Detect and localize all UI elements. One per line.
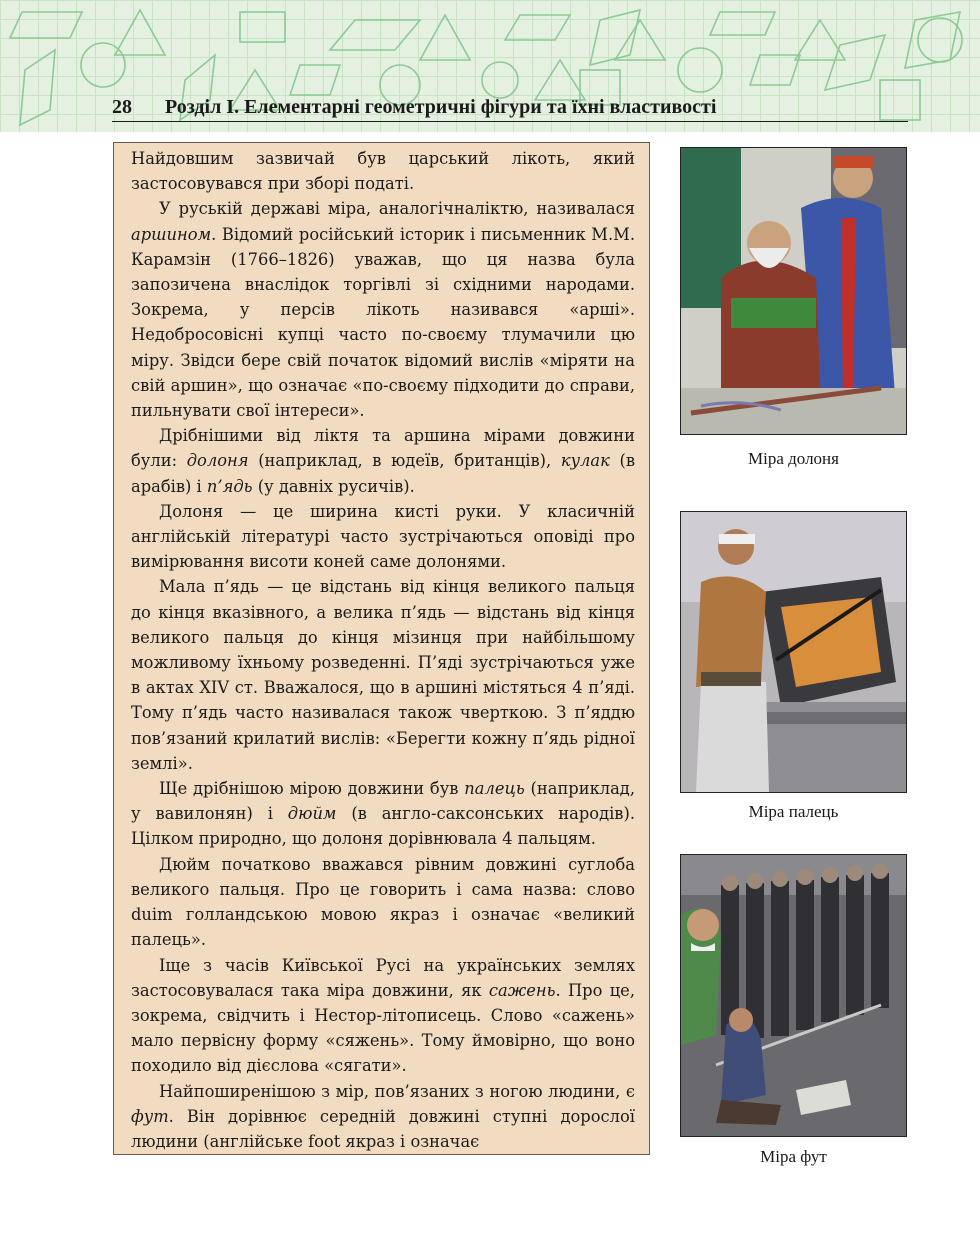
illustration-palm [680, 147, 907, 435]
paragraph-9-start: Найпоширенішою з мір, пов’язаних з ногою людини, є [159, 1081, 635, 1101]
paragraph-8-start: Іще з часів Київської Русі на українських землях застосовувалася така міра довжини, як [131, 955, 635, 1000]
illustration-foot [680, 854, 907, 1137]
term-piad: п’ядь [206, 476, 253, 496]
term-dolonia: долоня [186, 451, 249, 471]
caption-finger: Міра палець [748, 802, 839, 821]
paragraph-8 [131, 953, 635, 1079]
paragraph-2-end: . Відомий російський історик і письменник М.М. Карамзін (1766–1826) уважав, що ця назва була запозичена внаслідок торгівлі зі східними народами. Зокрема, у персів лікоть називався «арші». Недобросовісні купці часто по-своєму тлумачили цю міру. Звідси бере свій початок відомий вислів «міряти на свій аршин», що означає «по-своєму підходити до справи, пильнувати свої інтереси». [131, 224, 635, 421]
paragraph-6-start: Ще дрібнішою мірою довжини був [159, 779, 465, 799]
chapter-title: Розділ I. Елементарні геометричні фігури та їхні властивості [165, 96, 717, 118]
term-arshyn: аршином [131, 224, 212, 244]
paragraph-3 [131, 423, 635, 499]
paragraph-3-mid1: (наприклад, в юдеїв, британців), [248, 451, 561, 471]
caption-palm: Міра долоня [748, 449, 839, 468]
paragraph-6-end: (в англо-саксонських народів). Цілком природно, що долоня дорівнювала 4 пальцям. [131, 804, 635, 849]
figure-foot-measure [680, 854, 907, 1137]
term-fut: фут [131, 1106, 169, 1126]
header-rule [112, 121, 908, 122]
caption-foot: Міра фут [760, 1147, 827, 1166]
paragraph-3-start: Дрібнішими від ліктя та аршина мірами довжини були: [131, 426, 635, 471]
paragraph-4: Долоня — це ширина кисті руки. У класичній англійській літературі часто зустрічаються оповіді про вимірювання висоти коней саме долонями. [131, 501, 635, 572]
term-dyuim: дюйм [287, 804, 337, 824]
paragraph-3-mid2: (в арабів) і [131, 451, 635, 496]
page-number: 28 [112, 96, 132, 118]
term-palets: палець [464, 779, 525, 799]
figure-finger-measure [680, 511, 907, 793]
paragraph-2 [131, 196, 635, 423]
paragraph-3-end: (у давніх русичів). [252, 476, 415, 496]
palm-illustration-art [681, 148, 906, 434]
term-sazhen: сажень [488, 980, 556, 1000]
paragraph-1: Найдовшим зазвичай був царський лікоть, який застосовувався при зборі податі. [131, 149, 635, 194]
paragraph-6 [131, 776, 635, 852]
paragraph-5: Мала п’ядь — це відстань від кінця великого пальця до кінця вказівного, а велика п’ядь — відстань від кінця великого пальця до кінця мізинця при найбільшому можливому їхньому розведенні. П’яді зустрічаються уже в актах XIV ст. Вважалося, що в аршині містяться 4 п’яді. Тому п’ядь часто називалася також чверткою. З п’яддю пов’язаний крилатий вислів: «Берегти кожну п’ядь рідної землі». [131, 577, 635, 773]
paragraph-9-end: . Він дорівнює середній довжині ступні дорослої людини (англійське foot якраз і означає [131, 1106, 635, 1151]
term-kulak: кулак [560, 451, 610, 471]
paragraph-2-start: У руській державі міра, аналогічналіктю, називалася [159, 199, 635, 219]
figure-palm-measure [680, 147, 907, 435]
paragraph-7: Дюйм початково вважався рівним довжині суглоба великого пальця. Про це говорить і сама назва: слово duim голландською мовою якраз і означає «великий палець». [131, 854, 635, 950]
paragraph-9 [131, 1079, 635, 1155]
finger-illustration-art [681, 512, 906, 792]
paragraph-6-mid: (наприклад, у вавилонян) і [131, 779, 636, 824]
illustration-finger [680, 511, 907, 793]
historical-text-box [113, 142, 650, 1155]
foot-illustration-art [681, 855, 906, 1136]
paragraph-8-end: . Про це, зокрема, свідчить і Нестор-літописець. Слово «сажень» мало первісну форму «сяжень». Тому ймовірно, що воно походило від дієслова «сягати». [131, 980, 635, 1076]
